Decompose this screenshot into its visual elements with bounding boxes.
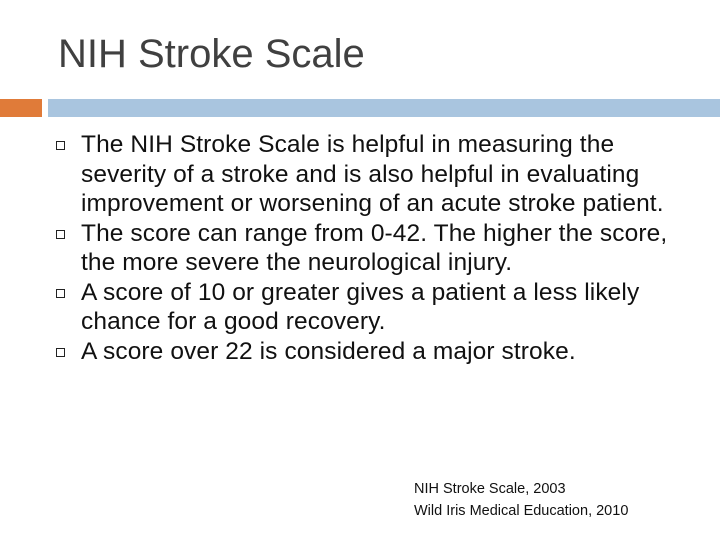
hollow-square-icon: [56, 289, 65, 298]
bullet-item: [44, 337, 684, 367]
citation-block: [414, 478, 628, 522]
bullet-item: [44, 278, 684, 337]
hollow-square-icon: [56, 141, 65, 150]
bullet-text: The NIH Stroke Scale is helpful in measuring the severity of a stroke and is also helpful in evaluating improvement or worsening of an acute stroke patient.: [81, 131, 664, 217]
bullet-list: [44, 130, 684, 366]
citation-line: Wild Iris Medical Education, 2010: [414, 503, 629, 519]
slide-title: NIH Stroke Scale: [58, 32, 365, 76]
accent-bar-orange: [0, 99, 42, 117]
accent-bar-blue: [48, 99, 720, 117]
bullet-text: The score can range from 0-42. The higher the score, the more severe the neurological injury.: [81, 219, 668, 276]
bullet-text: A score over 22 is considered a major stroke.: [81, 337, 576, 365]
bullet-item: [44, 130, 684, 219]
citation-line: NIH Stroke Scale, 2003: [414, 481, 566, 497]
bullet-item: [44, 219, 684, 278]
bullet-text: A score of 10 or greater gives a patient a less likely chance for a good recovery.: [81, 278, 640, 335]
hollow-square-icon: [56, 230, 65, 239]
hollow-square-icon: [56, 348, 65, 357]
